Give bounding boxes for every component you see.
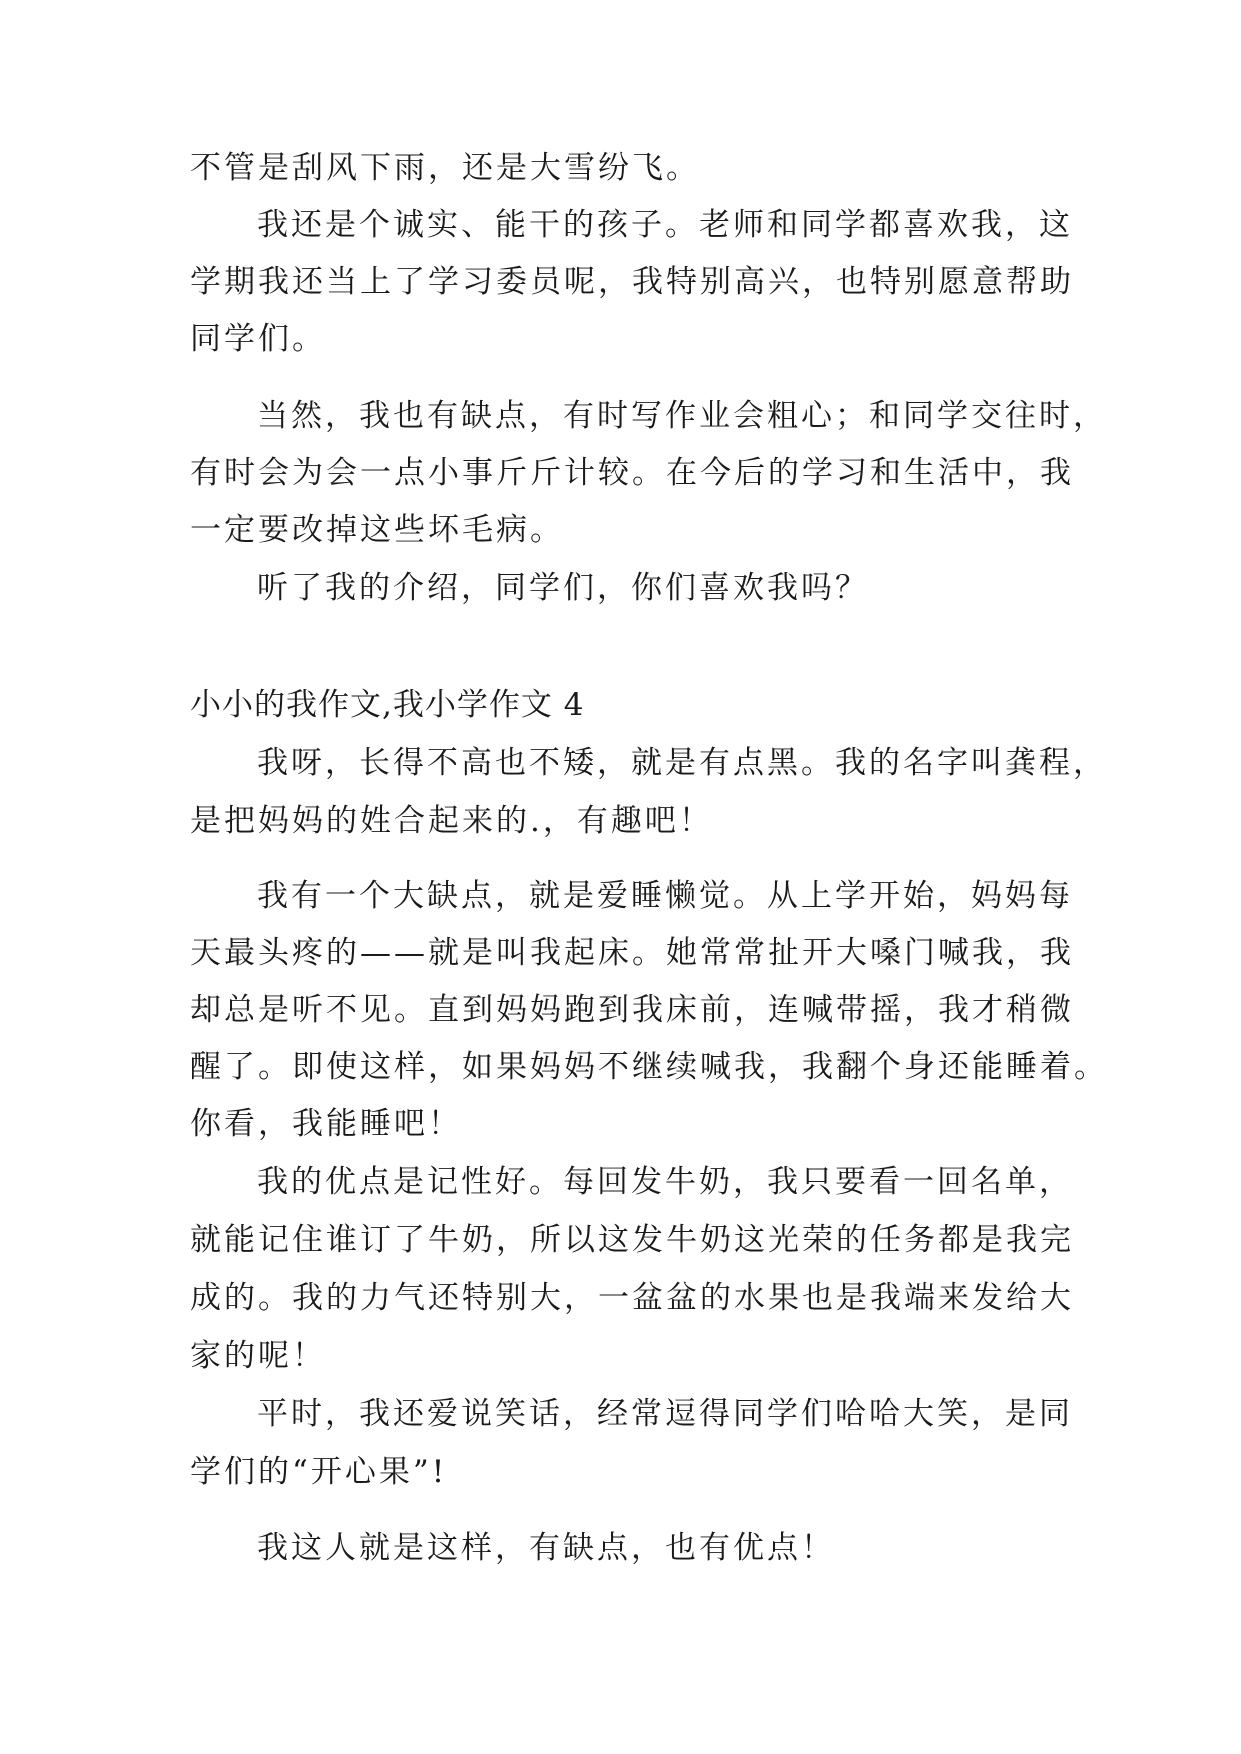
body-line: 我呀，长得不高也不矮，就是有点黑。我的名字叫龚程， xyxy=(257,745,1107,781)
body-line: 是把妈妈的姓合起来的.，有趣吧！ xyxy=(190,803,713,839)
body-line: 我这人就是这样，有缺点，也有优点！ xyxy=(257,1530,835,1566)
body-line: 当然，我也有缺点，有时写作业会粗心；和同学交往时， xyxy=(257,398,1107,434)
body-line: 就能记住谁订了牛奶，所以这发牛奶这光荣的任务都是我完 xyxy=(190,1222,1074,1258)
body-line: 一定要改掉这些坏毛病。 xyxy=(190,512,564,548)
body-line: 天最头疼的——就是叫我起床。她常常扯开大嗓门喊我，我 xyxy=(190,935,1074,971)
body-line: 成的。我的力气还特别大，一盆盆的水果也是我端来发给大 xyxy=(190,1280,1074,1316)
body-line: 你看，我能睡吧！ xyxy=(190,1106,462,1142)
body-line: 同学们。 xyxy=(190,321,326,357)
body-line: 家的呢！ xyxy=(190,1338,326,1374)
body-line: 我有一个大缺点，就是爱睡懒觉。从上学开始，妈妈每 xyxy=(257,878,1073,914)
body-line: 醒了。即使这样，如果妈妈不继续喊我，我翻个身还能睡着。 xyxy=(190,1049,1108,1085)
body-line: 却总是听不见。直到妈妈跑到我床前，连喊带摇，我才稍微 xyxy=(190,992,1074,1028)
body-line: 学们的“开心果”! xyxy=(190,1454,448,1490)
body-line: 我还是个诚实、能干的孩子。老师和同学都喜欢我，这 xyxy=(257,207,1073,243)
body-line: 听了我的介绍，同学们，你们喜欢我吗？ xyxy=(257,570,869,606)
body-line: 平时，我还爱说笑话，经常逗得同学们哈哈大笑，是同 xyxy=(257,1396,1073,1432)
section-heading: 小小的我作文,我小学作文 4 xyxy=(190,687,585,723)
body-line: 有时会为会一点小事斤斤计较。在今后的学习和生活中，我 xyxy=(190,455,1074,491)
body-line: 学期我还当上了学习委员呢，我特别高兴，也特别愿意帮助 xyxy=(190,264,1074,300)
body-line: 不管是刮风下雨，还是大雪纷飞。 xyxy=(190,150,700,186)
body-line: 我的优点是记性好。每回发牛奶，我只要看一回名单， xyxy=(257,1164,1073,1200)
